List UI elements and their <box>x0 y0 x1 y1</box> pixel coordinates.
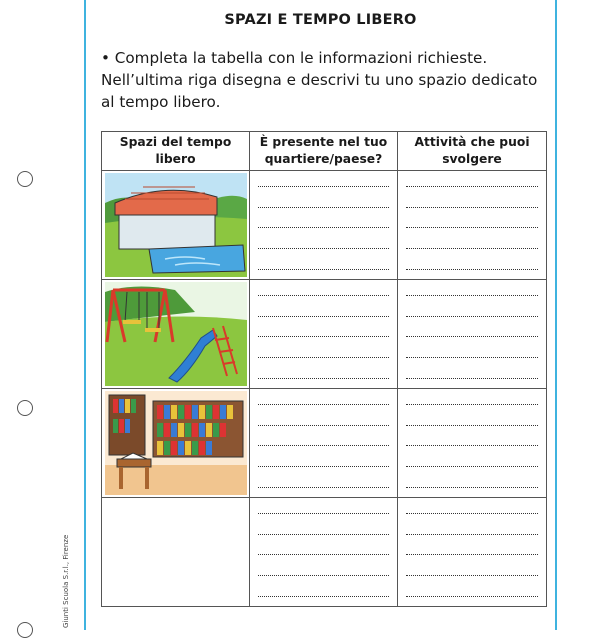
answer-cell-present[interactable] <box>250 498 398 607</box>
answer-cell-present[interactable] <box>250 280 398 389</box>
image-cell <box>102 389 250 498</box>
swimming-pool-illustration <box>105 173 247 277</box>
library-bookshelves-illustration <box>105 391 247 495</box>
answer-cell-activities[interactable] <box>398 389 547 498</box>
binder-hole-bottom <box>17 622 33 638</box>
answer-cell-activities[interactable] <box>398 280 547 389</box>
page-frame-left <box>84 0 86 630</box>
drawing-cell[interactable] <box>102 498 250 607</box>
answer-cell-activities[interactable] <box>398 498 547 607</box>
table-row <box>102 280 547 389</box>
binder-hole-middle <box>17 400 33 416</box>
instruction-text: • Completa la tabella con le informazioni richieste. Nell’ultima riga disegna e descrivi tu uno spazio dedicato al tempo libero. <box>101 49 538 111</box>
header-activities: Attività che puoi svolgere <box>398 132 547 171</box>
table-row <box>102 498 547 607</box>
header-present: È presente nel tuo quartiere/paese? <box>250 132 398 171</box>
answer-cell-activities[interactable] <box>398 171 547 280</box>
image-cell <box>102 171 250 280</box>
header-spaces: Spazi del tempo libero <box>102 132 250 171</box>
image-cell <box>102 280 250 389</box>
binder-hole-top <box>17 171 33 187</box>
page-frame-right <box>555 0 557 630</box>
activity-table <box>101 131 547 607</box>
table-header-row <box>102 132 547 171</box>
answer-cell-present[interactable] <box>250 171 398 280</box>
answer-cell-present[interactable] <box>250 389 398 498</box>
playground-swing-slide-illustration <box>105 282 247 386</box>
table-row <box>102 389 547 498</box>
publisher-credit: Giunti Scuola S.r.l., Firenze <box>62 534 70 628</box>
page-title: SPAZI E TEMPO LIBERO <box>224 12 417 28</box>
table-row <box>102 171 547 280</box>
